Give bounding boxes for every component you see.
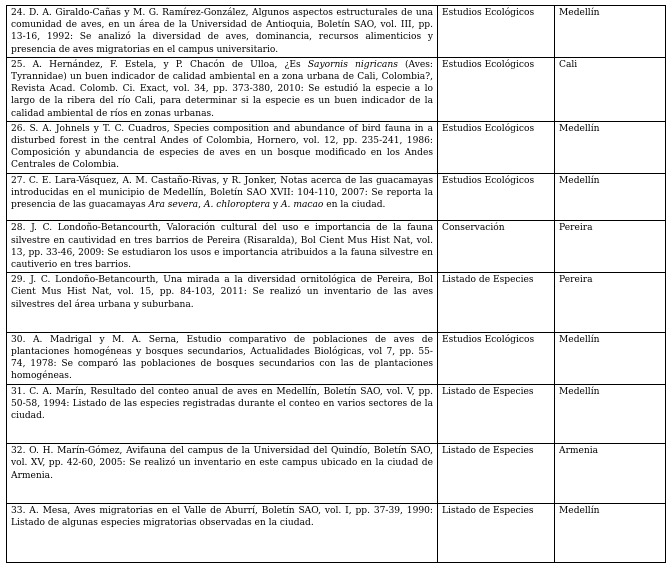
category-cell: Estudios Ecológicos xyxy=(438,6,555,58)
category-cell: Listado de Especies xyxy=(438,503,555,563)
table-row xyxy=(7,6,666,58)
reference-text xyxy=(7,57,438,121)
city-cell: Pereira xyxy=(555,221,666,273)
scientific-name: A. chloroptera xyxy=(203,200,271,211)
reference-text: 28. J. C. Londoño-Betancourth, Valoración cultural del uso e importancia de la fauna silvestre en cautividad en tres barrios de Pereira (Risaralda), Bol Cient Mus Hist Nat, vol. 13, pp. 33-46, 2009: Se estudiaron los usos e importancia atribuidos a la fauna silvestre en cautiverio en tres barrios. xyxy=(7,221,438,273)
references-table xyxy=(6,5,666,563)
city-cell: Medellín xyxy=(555,6,666,58)
table-row xyxy=(7,444,666,504)
category-cell: Estudios Ecológicos xyxy=(438,173,555,221)
reference-text-part: 27. C. E. Lara-Vásquez, A. M. Castaño-Rivas, y R. Jonker, Notas acerca de las guacamayas introducidas en el municipio de Medellín, Boletín SAO XVII: 104-110, 2007: Se reporta la presencia de las guacamayas xyxy=(11,175,433,211)
reference-text-part: (Aves: Tyrannidae) un buen indicador de calidad ambiental en a zona urbana de Cali, Colombia?, Revista Acad. Colomb. Ci. Exact, vol. 34, pp. 373-380, 2010: Se estudió la especie a lo largo de la ribera del río Cali, para determinar si la especie es un buen indicador de la calidad ambiental de ríos en zonas urbanas. xyxy=(11,59,433,119)
city-cell: Medellín xyxy=(555,503,666,563)
city-cell: Medellín xyxy=(555,173,666,221)
category-cell: Estudios Ecológicos xyxy=(438,121,555,173)
reference-text: 32. O. H. Marín-Gómez, Avifauna del campus de la Universidad del Quindío, Boletín SAO, vol. XV, pp. 42-60, 2005: Se realizó un inventario en este campus ubicado en la ciudad de Armenia. xyxy=(7,444,438,504)
reference-text-part: en la ciudad. xyxy=(323,200,386,211)
table-row xyxy=(7,273,666,333)
category-cell: Listado de Especies xyxy=(438,444,555,504)
reference-text: 30. A. Madrigal y M. A. Serna, Estudio comparativo de poblaciones de aves de plantaciones homogéneas y bosques secundarios, Actualidades Biológicas, vol 7, pp. 55-74, 1978: Se comparó las poblaciones de bosques secundarios con las de plantaciones homogéneas. xyxy=(7,332,438,384)
scientific-name: A. macao xyxy=(280,200,324,211)
city-cell: Pereira xyxy=(555,273,666,333)
table-row xyxy=(7,503,666,563)
table-row xyxy=(7,57,666,121)
reference-text xyxy=(7,173,438,221)
table-row xyxy=(7,173,666,221)
reference-text-part: y xyxy=(270,200,281,211)
city-cell: Medellín xyxy=(555,332,666,384)
scientific-name: Ara severa xyxy=(148,200,199,211)
table-row xyxy=(7,332,666,384)
city-cell: Armenia xyxy=(555,444,666,504)
reference-text-part: 25. A. Hernández, F. Estela, y P. Chacón de Ulloa, ¿Es xyxy=(11,59,308,70)
reference-text-part: , xyxy=(198,200,204,211)
reference-text: 24. D. A. Giraldo-Cañas y M. G. Ramírez-González, Algunos aspectos estructurales de una comunidad de aves, en un área de la Universidad de Antioquia, Boletín SAO, vol. III, pp. 13-16, 1992: Se analizó la diversidad de aves, dominancia, recursos alimenticios y presencia de aves migratorias en el campus universitario. xyxy=(7,6,438,58)
table-row xyxy=(7,384,666,444)
category-cell: Estudios Ecológicos xyxy=(438,57,555,121)
reference-text: 26. S. A. Johnels y T. C. Cuadros, Species composition and abundance of bird fauna in a disturbed forest in the central Andes of Colombia, Hornero, vol. 12, pp. 235-241, 1986: Composición y abundancia de especies de aves en un bosque modificado en los Andes Centrales de Colombia. xyxy=(7,121,438,173)
city-cell: Cali xyxy=(555,57,666,121)
reference-text: 33. A. Mesa, Aves migratorias en el Valle de Aburrí, Boletín SAO, vol. I, pp. 37-39, 1990: Listado de algunas especies migratorias observadas en la ciudad. xyxy=(7,503,438,563)
category-cell: Listado de Especies xyxy=(438,384,555,444)
city-cell: Medellín xyxy=(555,384,666,444)
category-cell: Listado de Especies xyxy=(438,273,555,333)
city-cell: Medellín xyxy=(555,121,666,173)
category-cell: Estudios Ecológicos xyxy=(438,332,555,384)
category-cell: Conservación xyxy=(438,221,555,273)
scientific-name: Sayornis nigricans xyxy=(307,59,398,70)
table-row xyxy=(7,221,666,273)
table-row xyxy=(7,121,666,173)
reference-text: 31. C. A. Marín, Resultado del conteo anual de aves en Medellín, Boletín SAO, vol. V, pp. 50-58, 1994: Listado de las especies registradas durante el conteo en varios sectores de la ciudad. xyxy=(7,384,438,444)
reference-text: 29. J. C. Londoño-Betancourth, Una mirada a la diversidad ornitológica de Pereira, Bol Cient Mus Hist Nat, vol. 15, pp. 84-103, 2011: Se realizó un inventario de las aves silvestres del área urbana y suburbana. xyxy=(7,273,438,333)
